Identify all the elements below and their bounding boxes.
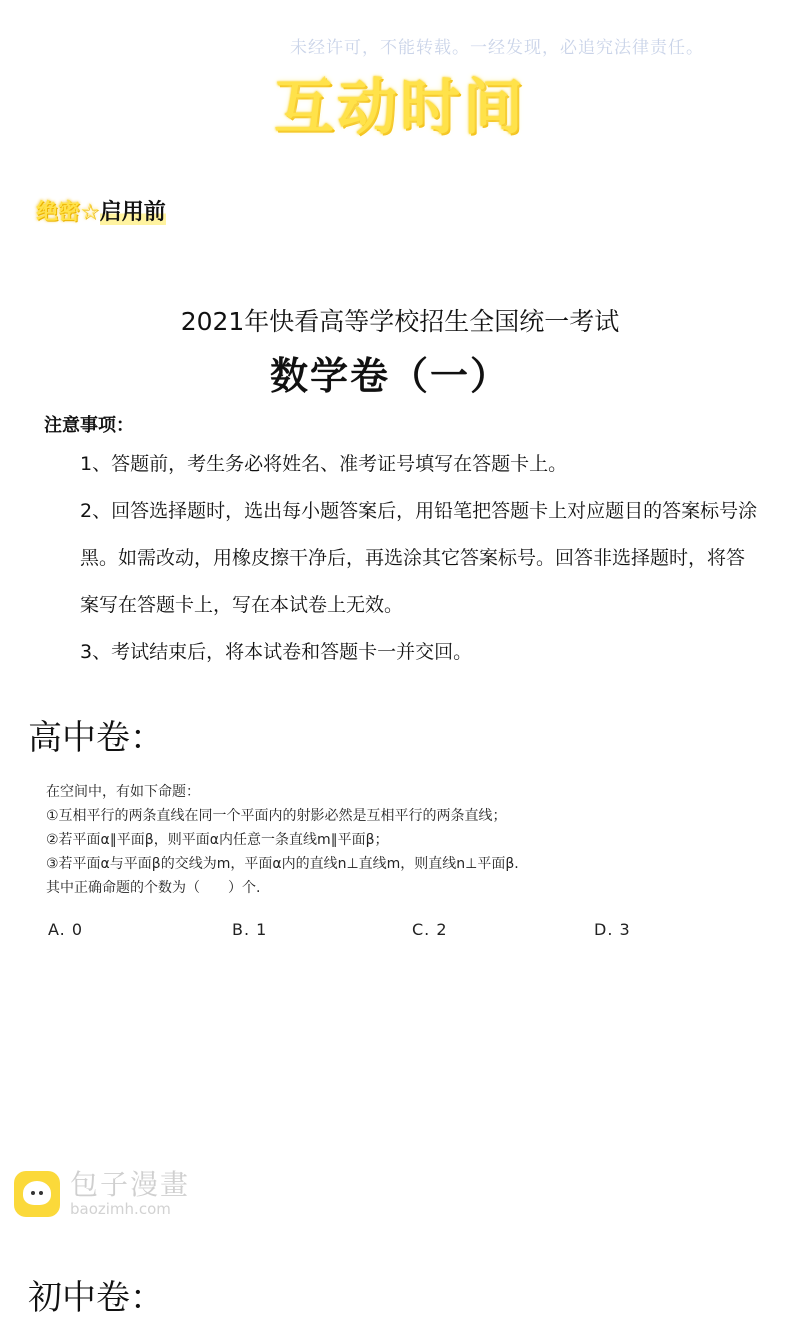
section-heading-junior-high: 初中卷： — [28, 1278, 164, 1318]
bun-logo-icon — [14, 1171, 60, 1217]
exam-title: 2021年快看高等学校招生全国统一考试 — [180, 307, 620, 336]
question-line: ②若平面α∥平面β，则平面α内任意一条直线m∥平面β； — [46, 832, 389, 848]
option-c: C. 2 — [412, 920, 448, 939]
question-line: 在空间中，有如下命题： — [46, 784, 200, 800]
question-line: 其中正确命题的个数为（ ）个. — [46, 880, 261, 896]
note-item-3: 3、考试结束后，将本试卷和答题卡一并交回。 — [80, 641, 473, 663]
question-line: ①互相平行的两条直线在同一个平面内的射影必然是互相平行的两条直线； — [46, 808, 507, 824]
section-heading-high-school: 高中卷： — [28, 718, 164, 758]
option-a: A. 0 — [48, 920, 84, 939]
note-item-1: 1、答题前，考生务必将姓名、准考证号填写在答题卡上。 — [80, 453, 568, 475]
paper-title: 数学卷（一） — [269, 354, 510, 398]
question-block — [46, 780, 519, 900]
notes-heading: 注意事项： — [44, 415, 134, 436]
watermark-name: 包子漫畫 — [70, 1168, 191, 1201]
note-item-2: 2、回答选择题时，选出每小题答案后，用铅笔把答题卡上对应题目的答案标号涂黑。如需改动，用橡皮擦干净后，再选涂其它答案标号。回答非选择题时，将答案写在答题卡上，写在本试卷上无效。 — [80, 500, 758, 616]
option-b: B. 1 — [232, 920, 268, 939]
option-d: D. 3 — [594, 920, 631, 939]
secret-label-rest: 启用前 — [99, 200, 166, 225]
secret-label — [36, 195, 166, 226]
copyright-notice: 未经许可，不能转载。一经发现，必追究法律责任。 — [290, 38, 704, 58]
site-watermark — [14, 1170, 190, 1218]
watermark-url: baozimh.com — [70, 1200, 171, 1218]
secret-label-highlight: 绝密☆ — [36, 200, 100, 225]
question-line: ③若平面α与平面β的交线为m，平面α内的直线n⊥直线m，则直线n⊥平面β. — [46, 856, 519, 872]
banner-title: 互动时间 — [274, 73, 526, 143]
